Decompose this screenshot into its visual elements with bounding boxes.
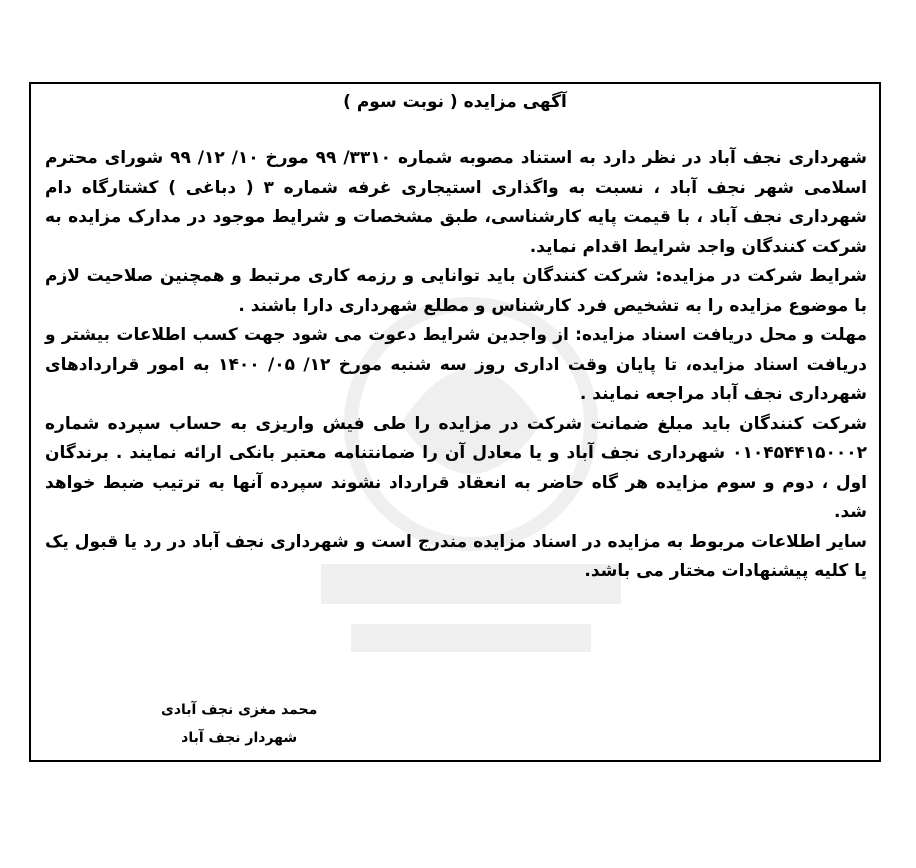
signature-block [161, 696, 317, 752]
signer-name: محمد مغزی نجف آبادی [161, 702, 318, 718]
notice-title: آگهی مزایده ( نوبت سوم ) [343, 92, 567, 112]
paragraph-participation-conditions: شرایط شرکت در مزایده: شرکت کنندگان باید توانایی و رزمه کاری مرتبط و همچنین صلاحیت لازم با موضوع مزایده را به تشخیص فرد کارشناس و مطلع شهرداری دارا باشند . [45, 266, 867, 316]
paragraph-guarantee: شرکت کنندگان باید مبلغ ضمانت شرکت در مزایده را طی فیش واریزی به حساب سپرده شماره ۰۱۰۴۵۴۴۱۵۰۰۰۲ شهرداری نجف آباد و یا معادل آن را ضمانتنامه معتبر بانکی ارائه نمایند . برندگان اول ، دوم و سوم مزایده هر گاه حاضر به انعقاد قرارداد نشوند سپرده آنها به ترتیب ضبط خواهد شد. [45, 413, 867, 522]
signer-position: شهردار نجف آباد [181, 730, 298, 746]
paragraph-documents-deadline: مهلت و محل دریافت اسناد مزایده: از واجدین شرایط دعوت می شود جهت کسب اطلاعات بیشتر و دریافت اسناد مزایده، تا پایان وقت اداری روز سه شنبه مورخ ۱۲/ ۰۵/ ۱۴۰۰ به امور قراردادهای شهرداری نجف آباد مراجعه نمایند . [45, 325, 867, 404]
paragraph-other-info: سایر اطلاعات مربوط به مزایده در اسناد مزایده مندرج است و شهرداری نجف آباد در رد یا قبول یک یا کلیه پیشنهادات مختار می باشد. [45, 531, 867, 581]
notice-body [45, 144, 867, 587]
notice-frame [29, 82, 881, 762]
paragraph-intro: شهرداری نجف آباد در نظر دارد به استناد مصوبه شماره ۳۳۱۰/ ۹۹ مورخ ۱۰/ ۱۲/ ۹۹ شورای محترم اسلامی شهر نجف آباد ، نسبت به واگذاری استیجاری غرفه شماره ۳ ( دباغی ) کشتارگاه دام شهرداری نجف آباد ، با قیمت پایه کارشناسی، طبق مشخصات و شرایط موجود در مدارک مزایده به شرکت کنندگان واجد شرایط اقدام نماید. [45, 148, 868, 257]
